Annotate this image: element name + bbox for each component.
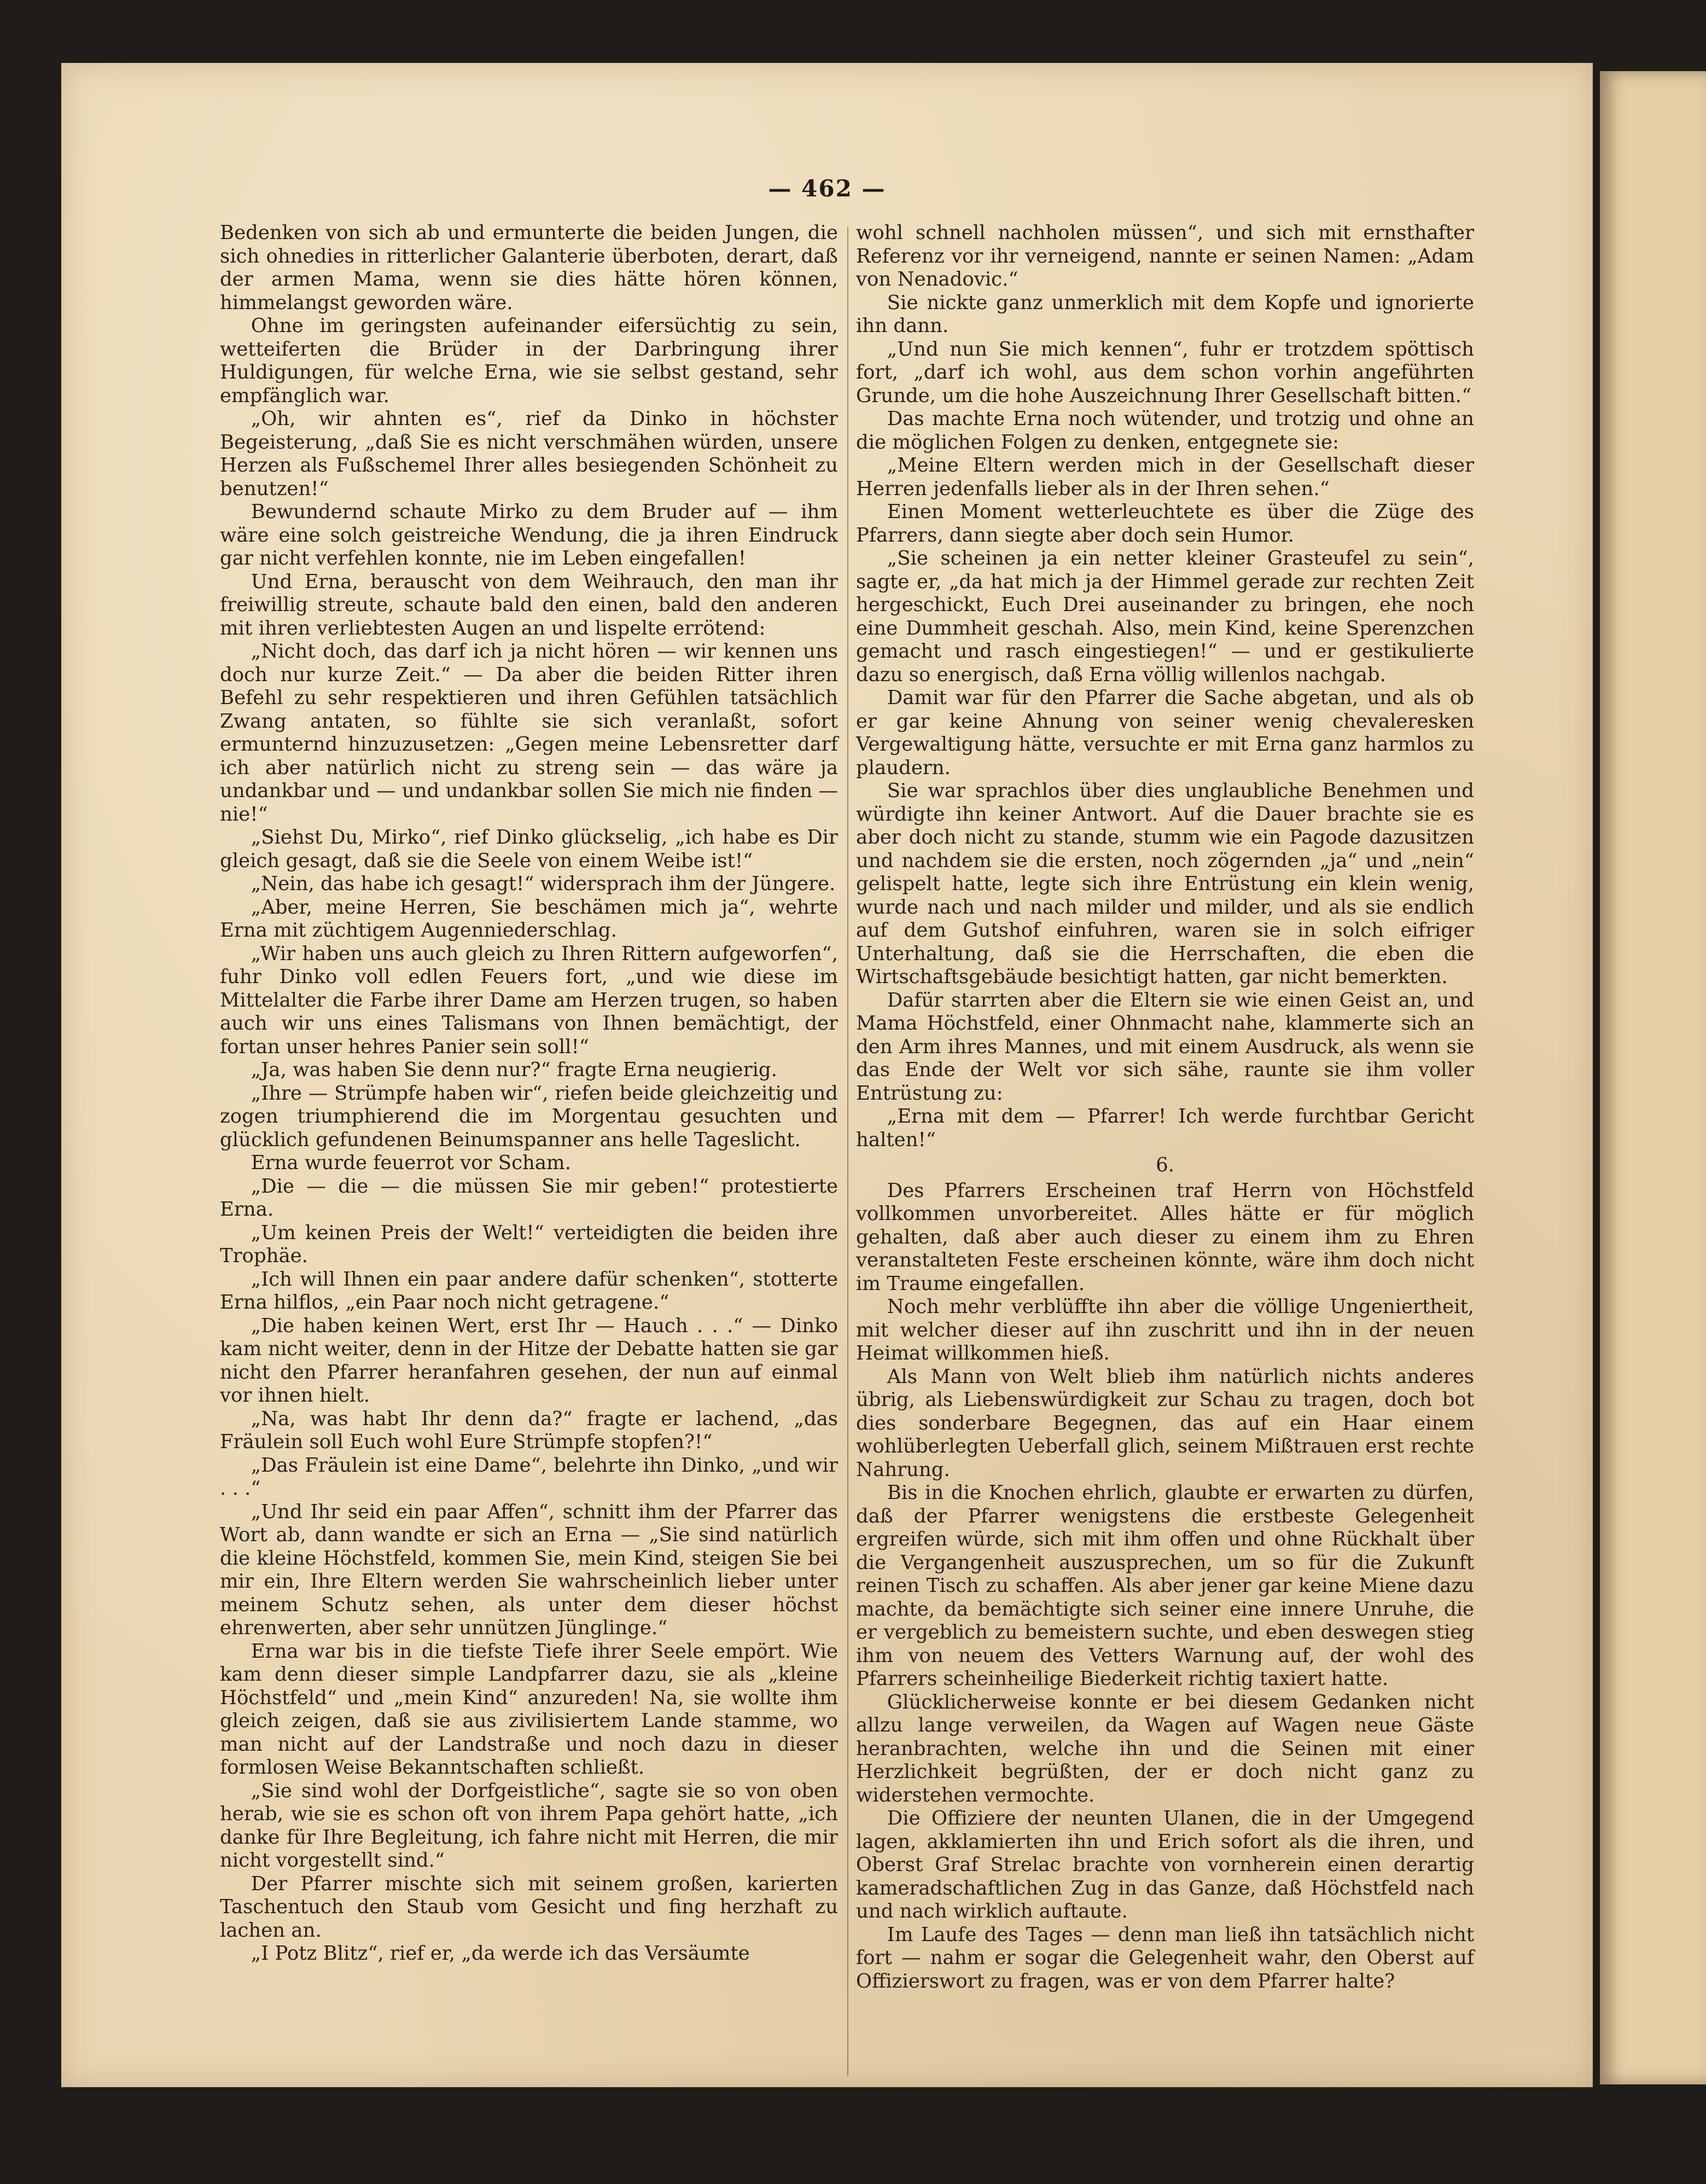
- paragraph: Einen Moment wetterleuchtete es über die Züge des Pfarrers, dann siegte aber doch sein Humor.: [856, 501, 1474, 547]
- paragraph: „Ja, was haben Sie denn nur?“ fragte Erna neugierig.: [251, 1059, 777, 1081]
- newspaper-page: [61, 63, 1593, 2087]
- paragraph: „Erna mit dem — Pfarrer! Ich werde furchtbar Gericht halten!“: [856, 1105, 1474, 1151]
- left-column: [220, 222, 838, 1966]
- paragraph: Die Offiziere der neunten Ulanen, die in der Umgegend lagen, akklamierten ihn und Erich sofort als die ihren, und Oberst Graf Strelac brachte von vornherein einen derartig kameradschaftlichen Zug in das Ganze, daß Höchstfeld nach und nach wirklich auftaute.: [856, 1807, 1474, 1922]
- paragraph: „I Potz Blitz“, rief er, „da werde ich das Versäumte: [251, 1942, 750, 1965]
- paragraph: Ohne im geringsten aufeinander eifersüchtig zu sein, wetteiferten die Brüder in der Darbringung ihrer Huldigungen, für welche Erna, wie sie selbst gestand, sehr empfänglich war.: [220, 315, 838, 407]
- column-divider: [847, 227, 848, 2076]
- paragraph: „Die — die — die müssen Sie mir geben!“ protestierte Erna.: [220, 1175, 838, 1221]
- paragraph: Damit war für den Pfarrer die Sache abgetan, und als ob er gar keine Ahnung von seiner wenig chevaleresken Vergewaltigung hätte, versuchte er mit Erna ganz harmlos zu plaudern.: [856, 687, 1474, 779]
- paragraph: „Meine Eltern werden mich in der Gesellschaft dieser Herren jedenfalls lieber als in der Ihren sehen.“: [856, 454, 1474, 500]
- paragraph: „Siehst Du, Mirko“, rief Dinko glückselig, „ich habe es Dir gleich gesagt, daß sie die Seele von einem Weibe ist!“: [220, 826, 838, 872]
- paragraph: Bedenken von sich ab und ermunterte die beiden Jungen, die sich ohnedies in ritterlicher Galanterie überboten, derart, daß der armen Mama, wenn sie dies hätte hören können, himmelangst geworden wäre.: [220, 222, 838, 314]
- paragraph: Das machte Erna noch wütender, und trotzig und ohne an die möglichen Folgen zu denken, entgegnete sie:: [856, 408, 1474, 454]
- paragraph: Glücklicherweise konnte er bei diesem Gedanken nicht allzu lange verweilen, da Wagen auf Wagen neue Gäste heranbrachten, welche ihn und die Seinen mit einer Herzlichkeit begrüßten, der er doch nicht ganz zu widerstehen vermochte.: [856, 1691, 1474, 1807]
- paragraph: „Und nun Sie mich kennen“, fuhr er trotzdem spöttisch fort, „darf ich wohl, aus dem schon vorhin angeführten Grunde, um die hohe Auszeichnung Ihrer Gesellschaft bitten.“: [856, 338, 1474, 407]
- paragraph: Des Pfarrers Erscheinen traf Herrn von Höchstfeld vollkommen unvorbereitet. Alles hätte er für möglich gehalten, daß aber auch dieser zu einem ihm zu Ehren veranstalteten Feste erscheinen könnte, wäre ihm doch nicht im Traume eingefallen.: [856, 1179, 1474, 1295]
- paragraph: „Wir haben uns auch gleich zu Ihren Rittern aufgeworfen“, fuhr Dinko voll edlen Feuers fort, „und wie diese im Mittelalter die Farbe ihrer Dame am Herzen trugen, so haben auch wir uns eines Talismans von Ihnen bemächtigt, der fortan unser hehres Panier sein soll!“: [220, 942, 838, 1058]
- paragraph: wohl schnell nachholen müssen“, und sich mit ernsthafter Referenz vor ihr verneigend, nannte er seinen Namen: „Adam von Nenadovic.“: [856, 222, 1474, 291]
- paragraph: Dafür starrten aber die Eltern sie wie einen Geist an, und Mama Höchstfeld, einer Ohnmacht nahe, klammerte sich an den Arm ihres Mannes, und mit einem Ausdruck, als wenn sie das Ende der Welt vor sich sähe, raunte sie ihm voller Entrüstung zu:: [856, 989, 1474, 1105]
- paragraph: „Na, was habt Ihr denn da?“ fragte er lachend, „das Fräulein soll Euch wohl Eure Strümpfe stopfen?!“: [220, 1407, 838, 1453]
- page-number: — 462 —: [768, 175, 886, 202]
- paragraph: „Sie sind wohl der Dorfgeistliche“, sagte sie so von oben herab, wie sie es schon oft von ihrem Papa gehört hatte, „ich danke für Ihre Begleitung, ich fahre nicht mit Herren, die mir nicht vorgestellt sind.“: [220, 1779, 838, 1872]
- paragraph: „Und Ihr seid ein paar Affen“, schnitt ihm der Pfarrer das Wort ab, dann wandte er sich an Erna — „Sie sind natürlich die kleine Höchstfeld, kommen Sie, mein Kind, steigen Sie bei mir ein, Ihre Eltern werden Sie wahrscheinlich lieber unter meinem Schutz sehen, als unter dem dieser höchst ehrenwerten, aber sehr unnützen Jünglinge.“: [220, 1500, 838, 1639]
- paragraph: „Ihre — Strümpfe haben wir“, riefen beide gleichzeitig und zogen triumphierend die im Morgentau gesuchten und glücklich gefundenen Beinumspanner ans helle Tageslicht.: [220, 1082, 838, 1151]
- paragraph: Bewundernd schaute Mirko zu dem Bruder auf — ihm wäre eine solch geistreiche Wendung, die ja ihren Eindruck gar nicht verfehlen konnte, nie im Leben eingefallen!: [220, 501, 838, 570]
- section-number: 6.: [1156, 1154, 1174, 1176]
- paragraph: „Um keinen Preis der Welt!“ verteidigten die beiden ihre Trophäe.: [220, 1221, 838, 1267]
- paragraph: Noch mehr verblüffte ihn aber die völlige Ungeniertheit, mit welcher dieser auf ihn zuschritt und ihn in der neuen Heimat willkommen hieß.: [856, 1296, 1474, 1364]
- paragraph: „Ich will Ihnen ein paar andere dafür schenken“, stotterte Erna hilflos, „ein Paar noch nicht getragene.“: [220, 1268, 838, 1314]
- paragraph: „Sie scheinen ja ein netter kleiner Grasteufel zu sein“, sagte er, „da hat mich ja der Himmel gerade zur rechten Zeit hergeschickt, Euch Drei auseinander zu bringen, ehe noch eine Dummheit geschah. Also, mein Kind, keine Sperenzchen gemacht und rasch eingestiegen!“ — und er gestikulierte dazu so energisch, daß Erna völlig willenlos nachgab.: [856, 547, 1474, 686]
- right-column: [856, 222, 1474, 1993]
- paragraph: „Nein, das habe ich gesagt!“ widersprach ihm der Jüngere.: [251, 873, 836, 895]
- paragraph: Erna war bis in die tiefste Tiefe ihrer Seele empört. Wie kam denn dieser simple Landpfarrer dazu, sie als „kleine Höchstfeld“ und „mein Kind“ anzureden! Na, sie wollte ihm gleich zeigen, daß sie aus zivilisiertem Lande stamme, wo man nicht auf der Landstraße und noch dazu in dieser formlosen Weise Bekanntschaften schließt.: [220, 1640, 838, 1779]
- paragraph: Der Pfarrer mischte sich mit seinem großen, karierten Taschentuch den Staub vom Gesicht und fing herzhaft zu lachen an.: [220, 1872, 838, 1942]
- paragraph: Als Mann von Welt blieb ihm natürlich nichts anderes übrig, als Liebenswürdigkeit zur Schau zu tragen, doch bot dies sonderbare Begegnen, das auf ein Haar einem wohlüberlegten Ueberfall glich, seinem Mißtrauen erst rechte Nahrung.: [856, 1365, 1474, 1481]
- paragraph: Sie nickte ganz unmerklich mit dem Kopfe und ignorierte ihn dann.: [856, 291, 1474, 337]
- paragraph: Bis in die Knochen ehrlich, glaubte er erwarten zu dürfen, daß der Pfarrer wenigstens die erstbeste Gelegenheit ergreifen würde, sich mit ihm offen und ohne Rückhalt über die Vergangenheit auszusprechen, um so für die Zukunft reinen Tisch zu schaffen. Als aber jener gar keine Miene dazu machte, da bemächtigte sich seiner eine innere Unruhe, die er vergeblich zu bemeistern suchte, und eben deswegen stieg ihm von neuem des Vetters Warnung auf, der wohl des Pfarrers scheinheilige Biederkeit richtig taxiert hatte.: [856, 1482, 1474, 1690]
- paragraph: „Aber, meine Herren, Sie beschämen mich ja“, wehrte Erna mit züchtigem Augenniederschlag.: [220, 896, 838, 942]
- paragraph: „Oh, wir ahnten es“, rief da Dinko in höchster Begeisterung, „daß Sie es nicht verschmähen würden, unsere Herzen als Fußschemel Ihrer alles besiegenden Schönheit zu benutzen!“: [220, 408, 838, 500]
- paragraph: „Die haben keinen Wert, erst Ihr — Hauch . . .“ — Dinko kam nicht weiter, denn in der Hitze der Debatte hatten sie gar nicht den Pfarrer heranfahren gesehen, der nun auf einmal vor ihnen hielt.: [220, 1314, 838, 1407]
- paragraph: Sie war sprachlos über dies unglaubliche Benehmen und würdigte ihn keiner Antwort. Auf die Dauer brachte sie es aber doch nicht zu stande, stumm wie ein Pagode dazusitzen und nachdem sie die ersten, noch zögernden „ja“ und „nein“ gelispelt hatte, legte sich ihre Entrüstung ein klein wenig, wurde nach und nach milder und milder, und als sie endlich auf dem Gutshof einfuhren, waren sie in solch eifriger Unterhaltung, daß sie die Herrschaften, die eben die Wirtschaftsgebäude besichtigt hatten, gar nicht bemerkten.: [856, 780, 1474, 988]
- paragraph: Und Erna, berauscht von dem Weihrauch, den man ihr freiwillig streute, schaute bald den einen, bald den anderen mit ihren verliebtesten Augen an und lispelte errötend:: [220, 570, 838, 640]
- paragraph: „Nicht doch, das darf ich ja nicht hören — wir kennen uns doch nur kurze Zeit.“ — Da aber die beiden Ritter ihren Befehl zu sehr respektieren und ihren Gefühlen tatsächlich Zwang antaten, so fühlte sie sich veranlaßt, sofort ermunternd hinzuzusetzen: „Gegen meine Lebensretter darf ich aber natürlich nicht zu streng sein — das wäre ja undankbar und — und undankbar sollen Sie mich nie finden — nie!“: [220, 640, 838, 826]
- paragraph: Im Laufe des Tages — denn man ließ ihn tatsächlich nicht fort — nahm er sogar die Gelegenheit wahr, den Oberst auf Offizierswort zu fragen, was er von dem Pfarrer halte?: [856, 1923, 1474, 1993]
- paragraph: „Das Fräulein ist eine Dame“, belehrte ihn Dinko, „und wir . . .“: [220, 1454, 838, 1500]
- paragraph: Erna wurde feuerrot vor Scham.: [251, 1152, 571, 1174]
- adjacent-page-edge: [1600, 71, 1706, 2084]
